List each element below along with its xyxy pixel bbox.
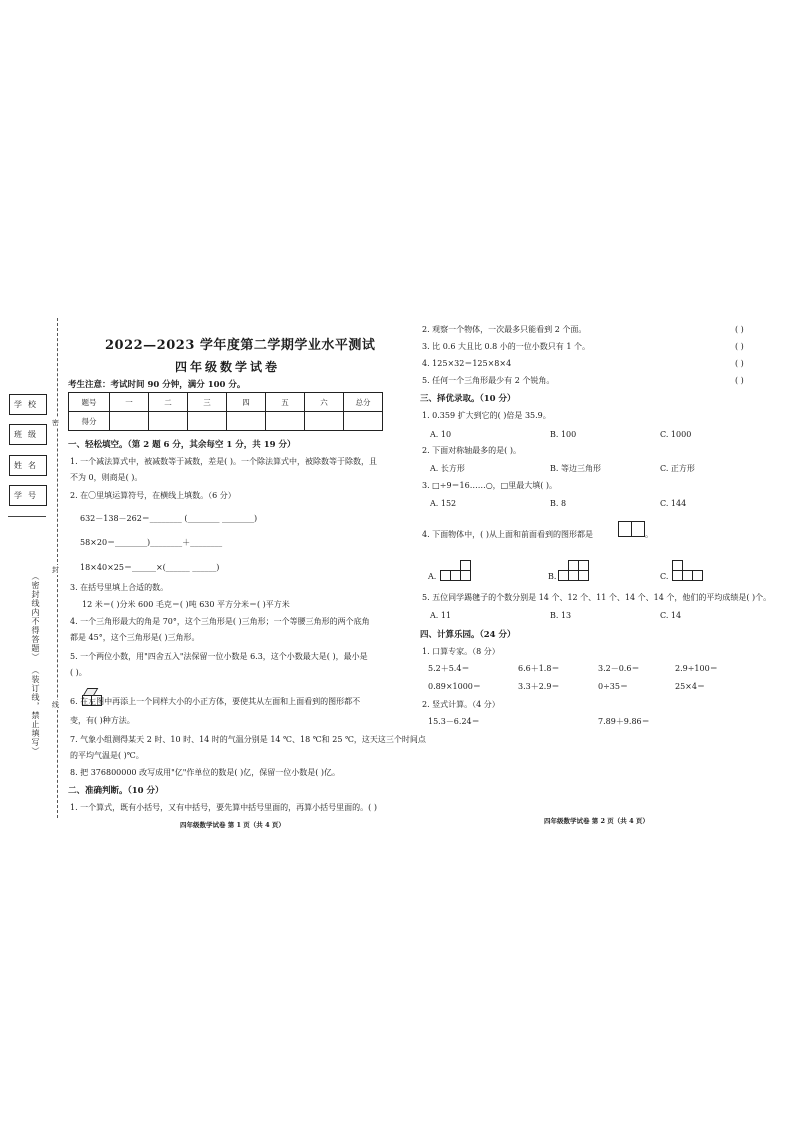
question-1-line-2: 不为 0，则商是( )。 [70,473,143,482]
choice-3-option-a[interactable]: A. 152 [430,499,457,508]
seal-note: （密封线内不得答题） [31,572,40,662]
choice-4-option-b[interactable]: B. [548,572,557,581]
target-square-right [631,521,645,537]
score-header-cell: 三 [188,393,227,412]
judge-4: 4. 125×32＝125×8×4 [422,359,512,368]
class-field-label: 班级 [9,424,47,445]
score-header-cell: 题号 [69,393,110,412]
score-header-cell: 二 [149,393,188,412]
choice-5-option-a[interactable]: A. 11 [430,611,452,620]
question-2-expr-1: 632－138－262＝________ (________ ________) [80,514,258,523]
choice-1-option-c[interactable]: C. 1000 [660,430,692,439]
choice-4: 4. 下面物体中，( )从上面和前面看到的图形都是 [422,530,593,539]
calc-2-heading: 2. 竖式计算。（4 分） [422,700,500,709]
oral-calc-item: 3.3＋2.9＝ [518,682,560,691]
cube-figure-b [558,552,590,582]
question-7-line-2: 的平均气温是( )℃。 [70,751,144,760]
score-row-label: 得分 [69,412,110,431]
binding-note: （装订线，禁止填写） [31,666,40,756]
oral-calc-item: 2.9÷100＝ [675,664,718,673]
question-2-expr-2: 58×20＝________)________＋________ [80,538,223,547]
choice-2-option-c[interactable]: C. 正方形 [660,464,695,473]
choice-2-option-a[interactable]: A. 长方形 [430,464,465,473]
choice-1-option-b[interactable]: B. 100 [550,430,577,439]
choice-2-option-b[interactable]: B. 等边三角形 [550,464,601,473]
question-3: 3. 在括号里填上合适的数。 [70,583,169,592]
seal-mark-xian: 线 [52,701,59,709]
section-2-heading: 二、准确判断。（10 分） [68,786,164,796]
oral-calc-item: 0÷35＝ [598,682,628,691]
side-divider [8,506,46,517]
judge-4-answer[interactable]: ( ) [735,359,744,368]
question-5-line-2: ( )。 [70,668,87,677]
choice-3-option-b[interactable]: B. 8 [550,499,567,508]
seal-mark-mi: 密 [52,419,59,427]
choice-5-option-c[interactable]: C. 14 [660,611,682,620]
oral-calc-item: 6.6＋1.8＝ [518,664,560,673]
score-table-score-row [69,412,383,431]
question-5-line-1: 5. 一个两位小数，用"四舍五入"法保留一位小数是 6.3，这个小数最大是( )，最小是 [70,652,368,661]
oral-calc-item: 3.2－0.6＝ [598,664,640,673]
seal-mark-feng: 封 [52,566,59,574]
question-1-line-1: 1. 一个减法算式中，被减数等于减数，差是( )。一个除法算式中，被除数等于除数，且 [70,457,377,466]
question-6-line-1: 6. 在左图中再添上一个同样大小的小正方体，要使其从左面和上面看到的图形都不 [70,697,361,706]
question-4-line-1: 4. 一个三角形最大的角是 70°，这个三角形是( )三角形；一个等腰三角形的两个底角 [70,617,370,626]
choice-3: 3. □÷9＝16……○，□里最大填( )。 [422,481,558,490]
score-input-cell[interactable] [266,412,305,431]
cube-figure-a [440,556,472,582]
judge-2: 2. 观察一个物体，一次最多只能看到 2 个面。 [422,325,587,334]
score-table-header-row [69,393,383,412]
choice-4-tail: 。 [645,530,653,539]
cube-figure-c [672,552,704,582]
choice-4-option-a[interactable]: A. [428,572,437,581]
calc-1-heading: 1. 口算专家。（8 分） [422,647,500,656]
score-input-cell[interactable] [227,412,266,431]
score-input-cell[interactable] [188,412,227,431]
exam-notice: 考生注意：考试时间 90 分钟，满分 100 分。 [68,380,246,390]
score-header-cell: 总分 [344,393,383,412]
vertical-calc-item: 15.3－6.24＝ [428,717,480,726]
school-field-label: 学校 [9,394,47,415]
section-4-heading: 四、计算乐园。（24 分） [420,630,516,640]
choice-1-option-a[interactable]: A. 10 [430,430,452,439]
judge-5: 5. 任何一个三角形最少有 2 个锐角。 [422,376,555,385]
question-4-line-2: 都是 45°，这个三角形是( )三角形。 [70,633,200,642]
section-3-heading: 三、择优录取。（10 分） [420,394,516,404]
choice-3-option-c[interactable]: C. 144 [660,499,687,508]
exam-title: 2022—2023 学年度第二学期学业水平测试 [105,338,376,353]
vertical-calc-item: 7.89＋9.86＝ [598,717,650,726]
score-input-cell[interactable] [344,412,383,431]
judge-1: 1. 一个算式，既有小括号，又有中括号，要先算中括号里面的，再算小括号里面的。( ) [70,803,377,812]
score-header-cell: 五 [266,393,305,412]
question-2-expr-3: 18×40×25＝______×(______ ______) [80,563,220,572]
choice-4-option-c[interactable]: C. [660,572,669,581]
score-header-cell: 一 [110,393,149,412]
score-input-cell[interactable] [110,412,149,431]
oral-calc-item: 25×4＝ [675,682,705,691]
judge-3: 3. 比 0.6 大且比 0.8 小的一位小数只有 1 个。 [422,342,590,351]
section-1-heading: 一、轻松填空。（第 2 题 6 分，其余每空 1 分，共 19 分） [68,440,296,450]
choice-5-option-b[interactable]: B. 13 [550,611,572,620]
student-number-field-label: 学号 [9,485,47,506]
exam-subtitle: 四年级数学试卷 [175,360,281,374]
question-8: 8. 把 376800000 改写成用"亿"作单位的数是( )亿，保留一位小数是( )亿。 [70,768,340,777]
score-input-cell[interactable] [149,412,188,431]
question-3-units: 12 米＝( )分米 600 毛克＝( )吨 630 平方分米＝( )平方米 [82,600,290,609]
oral-calc-item: 5.2＋5.4＝ [428,664,470,673]
name-field-label: 姓名 [9,455,47,476]
question-6-line-2: 变，有( )种方法。 [70,716,135,725]
judge-3-answer[interactable]: ( ) [735,342,744,351]
score-input-cell[interactable] [305,412,344,431]
score-table [68,392,383,431]
question-2: 2. 在〇里填运算符号，在横线上填数。（6 分） [70,491,236,500]
score-header-cell: 四 [227,393,266,412]
choice-2: 2. 下面对称轴最多的是( )。 [422,446,521,455]
question-7-line-1: 7. 气象小组测得某天 2 时、10 时、14 时的气温分别是 14 ℃、18 ℃和 25 ℃，这天这三个时间点 [70,735,426,744]
judge-5-answer[interactable]: ( ) [735,376,744,385]
page-2-footer: 四年级数学试卷 第 2 页（共 4 页） [544,817,649,825]
page-1-footer: 四年级数学试卷 第 1 页（共 4 页） [180,821,285,829]
judge-2-answer[interactable]: ( ) [735,325,744,334]
score-header-cell: 六 [305,393,344,412]
oral-calc-item: 0.89×1000＝ [428,682,481,691]
choice-1: 1. 0.359 扩大到它的( )倍是 35.9。 [422,411,551,420]
target-square-left [618,521,632,537]
choice-5: 5. 五位同学踢毽子的个数分别是 14 个、12 个、11 个、14 个、14 个，他们的平均成绩是( )个。 [422,593,772,602]
